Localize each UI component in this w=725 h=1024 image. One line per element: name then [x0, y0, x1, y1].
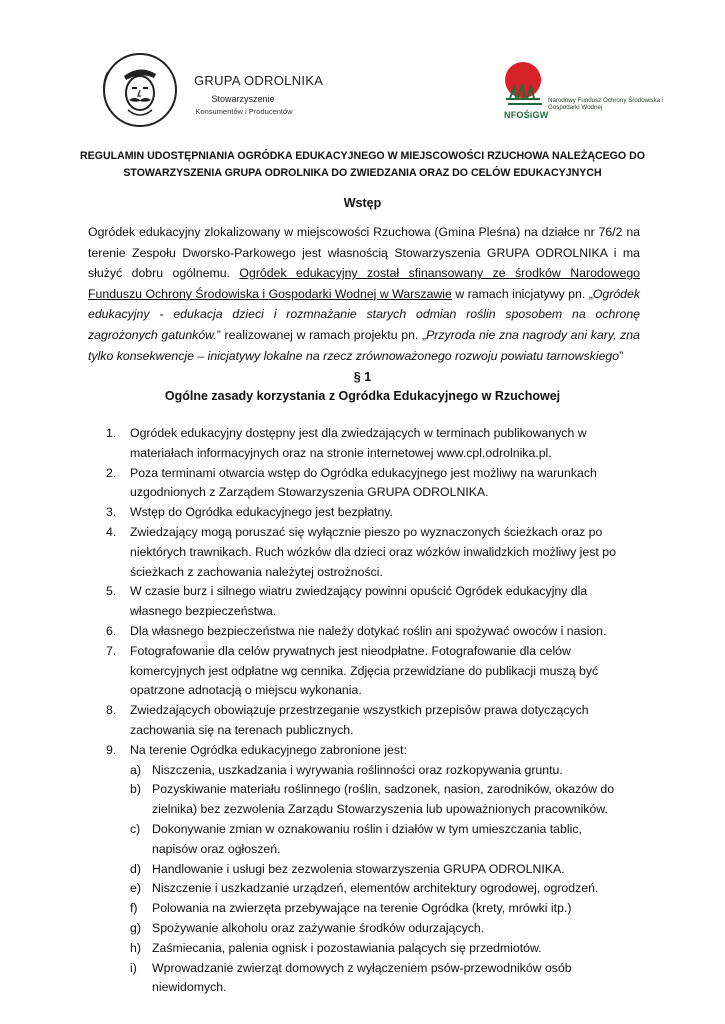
section-number: § 1 [353, 370, 372, 384]
list-item-number: 1. [106, 426, 117, 440]
list-item-text: Dla własnego bezpieczeństwa nie należy dotykać roślin ani spożywać owoców i nasion. [130, 623, 607, 638]
sub-item-text: Handlowanie i usługi bez zezwolenia stowarzyszenia GRUPA ODROLNIKA. [152, 861, 565, 876]
list-item-text: W czasie burz i silnego wiatru zwiedzający powinni opuścić Ogródek edukacyjny dla własnego bezpieczeństwa. [130, 584, 588, 619]
list-item-number: 4. [106, 524, 117, 539]
sub-item-letter: c) [130, 821, 141, 836]
intro-text-1: Ogródek edukacyjny zlokalizowany w miejscowości Rzuchowa (Gmina Pleśna) na działce nr 76/2 na terenie Zespołu Dworsko-Parkowego jest własnością Stowarzyszenia GRUPA ODROLNIKA i ma służyć dobru ogólnemu. [88, 225, 640, 281]
list-item-number: 7. [106, 643, 117, 658]
intro-text-3: ” realizowanej w ramach projektu pn. „ [216, 327, 427, 342]
intro-heading: Wstęp [343, 196, 382, 210]
list-item [88, 741, 628, 998]
sub-item-text: Pozyskiwanie materiału roślinnego (roślin, sadzonek, nasion, zarodników, okazów do zielnika) bez zezwolenia Zarządu Stowarzyszenia lub upoważnionych pracowników. [152, 782, 615, 817]
list-item [88, 464, 628, 504]
sub-list-item [130, 939, 628, 959]
sub-item-letter: b) [130, 782, 141, 797]
list-item [88, 642, 628, 701]
prohibitions-list [130, 761, 628, 999]
sub-item-letter: g) [130, 920, 141, 935]
sub-item-text: Wprowadzanie zwierząt domowych z wyłączeniem psów-przewodników osób niewidomych. [152, 960, 572, 995]
list-item-text: Zwiedzający mogą poruszać się wyłącznie pieszo po wyznaczonych ścieżkach oraz po niektórych trawnikach. Ruch wózków dla dzieci oraz wózków inwalidzkich możliwy jest po ścieżkach z zachowania należytej ostrożności. [130, 524, 616, 579]
list-item-text: Zwiedzających obowiązuje przestrzeganie wszystkich przepisów prawa dotyczących zachowania się na terenach publicznych. [130, 703, 589, 737]
list-item [88, 424, 628, 464]
intro-funding-underlined: Ogródek edukacyjny został sfinansowany ze środków Narodowego Funduszu Ochrony Środowiska i Gospodarki Wodnej w Warszawie [88, 266, 640, 301]
farmer-face-emblem-icon [88, 50, 186, 130]
list-item-text: Na terenie Ogródka edukacyjnego zabronione jest: [130, 742, 407, 757]
list-item-text: Wstęp do Ogródka edukacyjnego jest bezpłatny. [130, 505, 393, 520]
sub-item-letter: e) [130, 881, 141, 896]
intro-project-name: Przyroda nie zna nagrody ani kary, zna tylko konsekwencje – inicjatywy lokalne na rzecz zrównoważonego rozwoju powiatu tarnowskiego [88, 327, 640, 363]
section-title: Ogólne zasady korzystania z Ogródka Edukacyjnego w Rzuchowej [164, 389, 561, 403]
list-item-text: Poza terminami otwarcia wstęp do Ogródka edukacyjnego jest możliwy na warunkach uzgodnionych z Zarządem Stowarzyszenia GRUPA ODROLNIKA. [130, 465, 597, 500]
rules-list [88, 424, 628, 998]
list-item [88, 582, 628, 622]
fund-name: Narodowy Fundusz Ochrony Środowiska i Gospodarki Wodnej [548, 97, 664, 111]
list-item-number: 6. [106, 623, 117, 638]
nfosigw-logo [502, 60, 662, 122]
sub-list-item [130, 761, 628, 781]
org-name: GRUPA ODROLNIKA [194, 73, 324, 88]
sub-item-text: Zaśmiecania, palenia ognisk i pozostawiania palących się przedmiotów. [152, 940, 542, 955]
intro-initiative-name: Ogródek edukacyjny - edukacja dzieci i rozmnażanie starych odmian roślin sposobem na ochronę zagrożonych gatunków. [88, 286, 640, 342]
intro-text-4: ” [619, 348, 624, 363]
sub-item-letter: d) [130, 861, 141, 876]
intro-text-2: w ramach inicjatywy pn. „ [451, 286, 593, 301]
sub-item-text: Spożywanie alkoholu oraz zażywanie środków odurzających. [152, 920, 485, 935]
sub-list-item [130, 860, 628, 880]
org-tagline: Konsumentów i Producentów [195, 107, 293, 116]
sub-item-letter: a) [130, 762, 141, 777]
list-item-number: 8. [106, 703, 117, 718]
sub-item-text: Polowania na zwierzęta przebywające na terenie Ogródka (krety, mrówki itp.) [152, 901, 572, 916]
list-item-number: 9. [106, 742, 117, 757]
org-subtitle: Stowarzyszenie [211, 94, 275, 104]
intro-paragraph [88, 222, 640, 366]
sub-item-letter: h) [130, 940, 141, 955]
sub-item-text: Dokonywanie zmian w oznakowaniu roślin i działów w tym umieszczania tablic, napisów oraz ogłoszeń. [152, 821, 582, 856]
sub-item-letter: f) [130, 901, 138, 916]
nfosigw-emblem-icon [502, 60, 546, 110]
list-item-text: Ogródek edukacyjny dostępny jest dla zwiedzających w terminach publikowanych w materiałach informacyjnych oraz na stronie internetowej www.cpl.odrolnika.pl. [130, 426, 587, 460]
list-item-text: Fotografowanie dla celów prywatnych jest nieodpłatne. Fotografowanie dla celów komercyjnych jest odpłatne wg cennika. Zdjęcia przewidziane do publikacji muszą być opatrzone adnotacją o miejscu wykonania. [130, 643, 599, 698]
list-item [88, 701, 628, 741]
list-item-number: 2. [106, 465, 117, 480]
sub-list-item [130, 879, 628, 899]
document-title: REGULAMIN UDOSTĘPNIANIA OGRÓDKA EDUKACYJNEGO W MIEJSCOWOŚCI RZUCHOWA NALEŻĄCEGO DO STOWARZYSZENIA GRUPA ODROLNIKA DO ZWIEDZANIA ORAZ DO CELÓW EDUKACYJNYCH [79, 150, 645, 179]
fund-abbreviation: NFOŚiGW [504, 110, 549, 120]
grupa-odrolnika-logo [88, 50, 324, 130]
sub-list-item [130, 780, 628, 820]
sub-item-letter: i) [130, 960, 137, 975]
sub-list-item [130, 820, 628, 860]
list-item [88, 523, 628, 582]
sub-item-text: Niszczenie i uszkadzanie urządzeń, elementów architektury ogrodowej, ogrodzeń. [152, 881, 599, 896]
list-item [88, 622, 628, 642]
list-item-number: 3. [106, 505, 117, 520]
sub-list-item [130, 899, 628, 919]
sub-item-text: Niszczenia, uszkadzania i wyrywania roślinności oraz rozkopywania gruntu. [152, 762, 563, 777]
list-item [88, 503, 628, 523]
sub-list-item [130, 919, 628, 939]
sub-list-item [130, 959, 628, 999]
list-item-number: 5. [106, 584, 117, 599]
